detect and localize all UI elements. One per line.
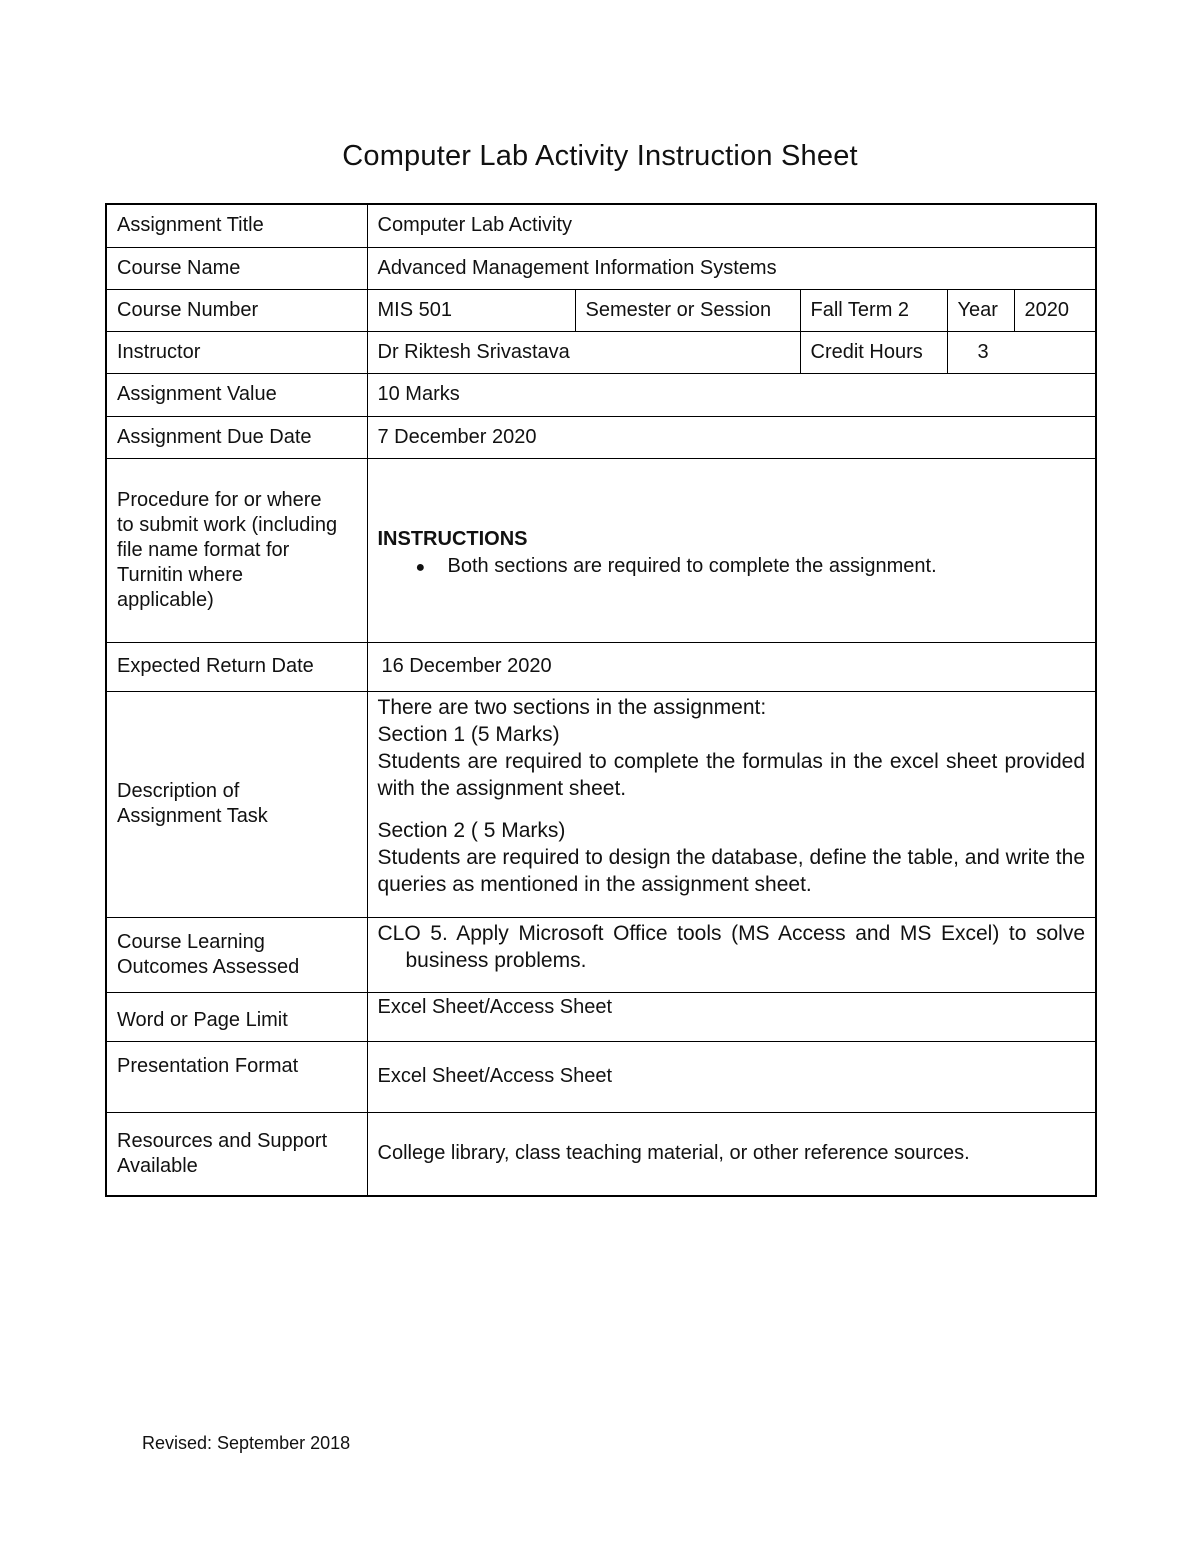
year-label: Year bbox=[947, 289, 1014, 331]
presentation-label: Presentation Format bbox=[106, 1041, 367, 1112]
row-resources bbox=[106, 1112, 1096, 1196]
row-clo bbox=[106, 917, 1096, 992]
credit-hours-value: 3 bbox=[947, 331, 1096, 373]
clo-value bbox=[367, 917, 1096, 992]
credit-hours-label: Credit Hours bbox=[800, 331, 947, 373]
resources-label bbox=[106, 1112, 367, 1196]
row-return-date bbox=[106, 642, 1096, 691]
row-word-limit bbox=[106, 992, 1096, 1041]
row-procedure bbox=[106, 458, 1096, 642]
description-line: Section 1 (5 Marks) bbox=[377, 722, 560, 746]
assignment-title-label: Assignment Title bbox=[106, 204, 367, 247]
description-line: Students are required to design the database, define the table, and write the queries as mentioned in the assignment sheet. bbox=[377, 845, 1086, 896]
presentation-value: Excel Sheet/Access Sheet bbox=[367, 1041, 1096, 1112]
due-date-label: Assignment Due Date bbox=[106, 416, 367, 458]
description-label bbox=[106, 691, 367, 917]
course-name-value: Advanced Management Information Systems bbox=[367, 247, 1096, 289]
year-value: 2020 bbox=[1014, 289, 1096, 331]
return-date-label: Expected Return Date bbox=[106, 642, 367, 691]
row-assignment-title bbox=[106, 204, 1096, 247]
clo-label bbox=[106, 917, 367, 992]
description-line: Section 2 ( 5 Marks) bbox=[377, 818, 566, 842]
assignment-value-value: 10 Marks bbox=[367, 373, 1096, 416]
semester-label: Semester or Session bbox=[575, 289, 800, 331]
row-due-date bbox=[106, 416, 1096, 458]
course-name-label: Course Name bbox=[106, 247, 367, 289]
assignment-title-value: Computer Lab Activity bbox=[367, 204, 1096, 247]
row-course-number bbox=[106, 289, 1096, 331]
description-label-line: Assignment Task bbox=[117, 805, 268, 827]
procedure-label-line: Procedure for or where bbox=[117, 488, 322, 511]
resources-label-line: Available bbox=[117, 1154, 198, 1177]
procedure-label-line: applicable) bbox=[117, 588, 214, 611]
procedure-label-line: Turnitin where bbox=[117, 563, 243, 586]
return-date-value: 16 December 2020 bbox=[367, 642, 1096, 691]
procedure-label-line: file name format for bbox=[117, 538, 290, 561]
instruction-bullet-text: Both sections are required to complete the assignment. bbox=[447, 554, 937, 577]
row-assignment-value bbox=[106, 373, 1096, 416]
row-description bbox=[106, 691, 1096, 917]
row-instructor bbox=[106, 331, 1096, 373]
clo-label-line: Outcomes Assessed bbox=[117, 955, 300, 978]
due-date-value: 7 December 2020 bbox=[367, 416, 1096, 458]
instructor-value: Dr Riktesh Srivastava bbox=[367, 331, 800, 373]
instruction-bullet-item bbox=[378, 554, 1086, 580]
page-title: Computer Lab Activity Instruction Sheet bbox=[342, 140, 858, 172]
description-line: There are two sections in the assignment: bbox=[377, 695, 767, 719]
course-number-value: MIS 501 bbox=[367, 289, 575, 331]
clo-text: CLO 5. Apply Microsoft Office tools (MS Access and MS Excel) to solve business problems. bbox=[377, 921, 1086, 972]
assignment-value-label: Assignment Value bbox=[106, 373, 367, 416]
row-course-name bbox=[106, 247, 1096, 289]
procedure-label bbox=[106, 458, 367, 642]
revision-footer: Revised: September 2018 bbox=[142, 1433, 351, 1453]
instructor-label: Instructor bbox=[106, 331, 367, 373]
description-spacer bbox=[378, 802, 1086, 817]
resources-value: College library, class teaching material, or other reference sources. bbox=[367, 1112, 1096, 1196]
description-line: Students are required to complete the formulas in the excel sheet provided with the assignment sheet. bbox=[377, 749, 1086, 800]
row-presentation bbox=[106, 1041, 1096, 1112]
resources-label-line: Resources and Support bbox=[117, 1129, 328, 1152]
description-label-line: Description of bbox=[117, 780, 240, 802]
description-value bbox=[367, 691, 1096, 917]
semester-value: Fall Term 2 bbox=[800, 289, 947, 331]
procedure-value bbox=[367, 458, 1096, 642]
course-number-label: Course Number bbox=[106, 289, 367, 331]
procedure-label-line: to submit work (including bbox=[117, 513, 338, 536]
word-limit-label: Word or Page Limit bbox=[106, 992, 367, 1041]
instruction-table bbox=[105, 203, 1097, 1197]
bullet-icon: ● bbox=[415, 558, 426, 576]
word-limit-value: Excel Sheet/Access Sheet bbox=[367, 992, 1096, 1041]
instructions-heading: INSTRUCTIONS bbox=[377, 527, 528, 550]
clo-label-line: Course Learning bbox=[117, 930, 265, 953]
